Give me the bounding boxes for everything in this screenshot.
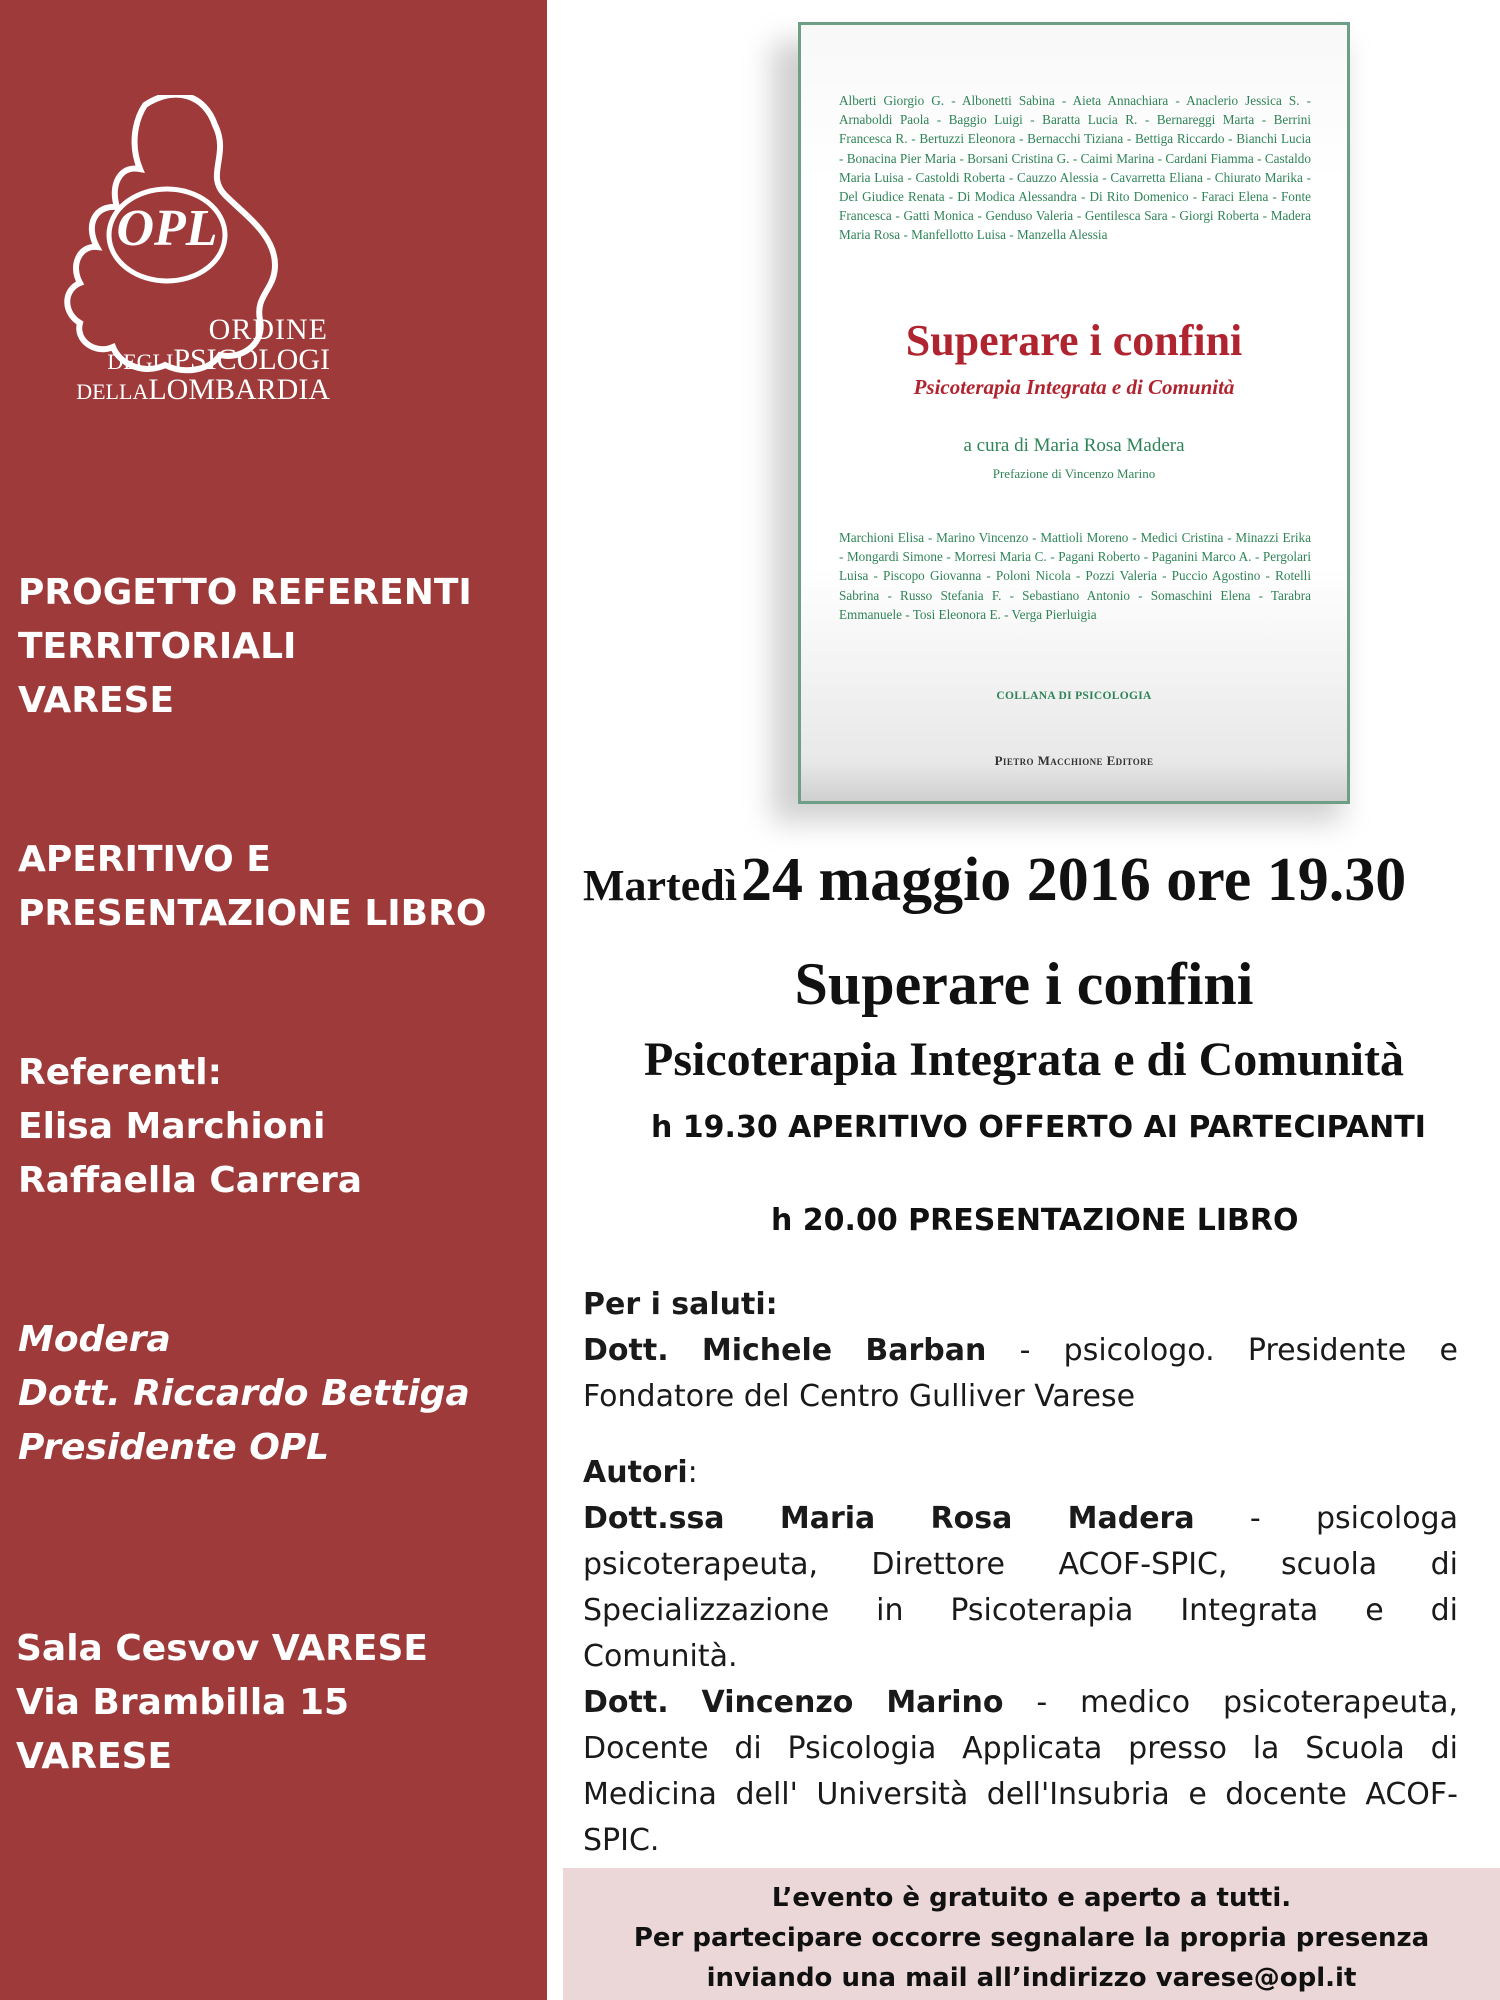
logo-monogram: OPL (116, 200, 218, 257)
schedule-aperitivo: h 19.30 APERITIVO OFFERTO AI PARTECIPANTI (651, 1110, 1426, 1145)
word: Docente (583, 1731, 709, 1766)
footer-line: inviando una mail all’indirizzo varese@opl.it (706, 1963, 1357, 1993)
word: Integrata (1180, 1593, 1319, 1628)
author-line: SPIC. (583, 1823, 660, 1858)
referent-name: Raffaella Carrera (18, 1160, 363, 1201)
book-subtitle: Psicoterapia Integrata e di Comunità (913, 375, 1235, 399)
event-type-line: PRESENTAZIONE LIBRO (18, 893, 487, 934)
event-type-line: APERITIVO E (18, 839, 271, 880)
book-cover (798, 22, 1350, 804)
word: Medicina (583, 1777, 717, 1812)
autori-heading-colon: : (687, 1455, 698, 1490)
word: di (734, 1731, 762, 1766)
word-bold: Vincenzo (701, 1685, 854, 1720)
schedule-presentazione: h 20.00 PRESENTAZIONE LIBRO (771, 1203, 1299, 1238)
project-block (18, 566, 472, 728)
word-bold: Michele (701, 1333, 833, 1368)
book-preface: Prefazione di Vincenzo Marino (992, 466, 1156, 481)
footer-notice (563, 1868, 1500, 2000)
event-type-block (18, 833, 486, 941)
word-bold: Dott. (583, 1685, 669, 1720)
book-authors-bottom: Marchioni Elisa - Marino Vincenzo - Mattioli Moreno - Medici Cristina - Minazzi Erika - Mongardi Simone - Morresi Maria C. - Pagani Roberto - Paganini Marco A. - Pergolari Luisa - Piscopo Giovanna - Poloni Nicola - Pozzi Valeria - Puccio Agostino - Rotelli Sabrina - Russo Stefania F. - Sebastiano Antonio - Somaschini Elena - Tarabra Emmanuele - Tosi Eleonora E. - Verga Pierluigia (839, 530, 1311, 622)
moderator-block (18, 1313, 470, 1475)
word: Direttore (871, 1547, 1006, 1582)
word-bold: Dott. (583, 1333, 669, 1368)
moderator-heading: Modera (18, 1319, 171, 1360)
venue-line: Via Brambilla 15 (16, 1682, 350, 1723)
word-bold: Barban (865, 1333, 987, 1368)
word: dell'Insubria (986, 1777, 1170, 1812)
word: - (1036, 1685, 1048, 1720)
word: docente (1225, 1777, 1347, 1812)
book-publisher: Pietro Macchione Editore (994, 753, 1154, 768)
word: di (1430, 1593, 1458, 1628)
word: psicologo. (1063, 1333, 1215, 1368)
word: Specializzazione (583, 1593, 830, 1628)
logo-line3-small: DELLA (76, 379, 149, 404)
referent-name: Elisa Marchioni (18, 1106, 326, 1147)
logo-text (70, 315, 330, 405)
word-bold: Dott.ssa (583, 1501, 725, 1536)
author-line (583, 1726, 1458, 1772)
sidebar (0, 0, 547, 2000)
word: di (1430, 1731, 1458, 1766)
word: la (1252, 1731, 1280, 1766)
event-day: Martedì (583, 861, 737, 910)
word-bold: Madera (1067, 1501, 1195, 1536)
venue-block (16, 1622, 428, 1784)
project-line: TERRITORIALI (18, 626, 297, 667)
logo-line3-big: LOMBARDIA (148, 373, 330, 406)
event-date (583, 845, 1493, 916)
word: medico (1080, 1685, 1191, 1720)
word: - (1249, 1501, 1261, 1536)
saluti-section (583, 1282, 1458, 1420)
word: di (1430, 1547, 1458, 1582)
word-bold: Rosa (930, 1501, 1013, 1536)
word: e (1439, 1333, 1458, 1368)
word: Applicata (962, 1731, 1103, 1766)
event-subtitle: Psicoterapia Integrata e di Comunità (644, 1033, 1404, 1086)
word: Presidente (1247, 1333, 1407, 1368)
word: Psicologia (787, 1731, 937, 1766)
project-line: PROGETTO REFERENTI (18, 572, 472, 613)
logo-line1: ORDINE (208, 313, 328, 346)
author-line (583, 1772, 1458, 1818)
book-title: Superare i confini (905, 316, 1243, 365)
book-authors-top: Alberti Giorgio G. - Albonetti Sabina - Aieta Annachiara - Anaclerio Jessica S. - Arnaboldi Paola - Baggio Luigi - Baratta Lucia R. - Bernareggi Marta - Berrini Francesca R. - Bertuzzi Eleonora - Bernacchi Tiziana - Bettiga Riccardo - Bianchi Lucia - Bonacina Pier Maria - Borsani Cristina G. - Caimi Marina - Cardani Fiamma - Castaldo Maria Luisa - Castoldi Roberta - Cauzzo Alessia - Cavarretta Eliana - Chiurato Marika - Del Giudice Renata - Di Modica Alessandra - Di Rito Domenico - Faraci Elena - Fonte Francesca - Gatti Monica - Genduso Valeria - Gentilesca Sara - Giorgi Roberta - Madera Maria Rosa - Manfellotto Luisa - Manzella Alessia (839, 93, 1311, 243)
logo-line2-small: DEGLI (107, 349, 174, 374)
word: e (1365, 1593, 1384, 1628)
autori-heading: Autori (583, 1455, 688, 1490)
word: presso (1128, 1731, 1227, 1766)
word: Psicoterapia (950, 1593, 1134, 1628)
venue-line: VARESE (16, 1736, 173, 1777)
author-line (583, 1588, 1458, 1634)
word: dell' (735, 1777, 798, 1812)
word: - (1019, 1333, 1031, 1368)
word: psicologa (1316, 1501, 1458, 1536)
project-line: VARESE (18, 680, 175, 721)
referents-block (18, 1046, 362, 1208)
autori-section (583, 1450, 1458, 1864)
referents-heading: Referentl: (18, 1052, 222, 1093)
author-line (583, 1496, 1458, 1542)
word-bold: Maria (779, 1501, 876, 1536)
saluti-line: Fondatore del Centro Gulliver Varese (583, 1379, 1136, 1414)
word: scuola (1280, 1547, 1378, 1582)
moderator-name: Dott. Riccardo Bettiga (18, 1373, 470, 1414)
word: ACOF-SPIC, (1058, 1547, 1228, 1582)
word: Università (816, 1777, 969, 1812)
author-line: Comunità. (583, 1639, 738, 1674)
word: e (1188, 1777, 1207, 1812)
book-curator: a cura di Maria Rosa Madera (963, 435, 1185, 456)
word-bold: Marino (886, 1685, 1004, 1720)
word: Scuola (1305, 1731, 1405, 1766)
author-line (583, 1680, 1458, 1726)
word: psicoterapeuta, (583, 1547, 818, 1582)
word: in (876, 1593, 904, 1628)
footer-line: Per partecipare occorre segnalare la propria presenza (633, 1923, 1430, 1953)
event-title: Superare i confini (794, 951, 1254, 1017)
venue-line: Sala Cesvov VARESE (16, 1628, 428, 1669)
event-datetime: 24 maggio 2016 ore 19.30 (740, 846, 1407, 914)
word: psicoterapeuta, (1223, 1685, 1458, 1720)
saluti-heading: Per i saluti: (583, 1287, 778, 1322)
book-series: COLLANA DI PSICOLOGIA (996, 690, 1152, 702)
logo-line2-big: PSICOLOGI (173, 343, 330, 376)
footer-line: L’evento è gratuito e aperto a tutti. (771, 1883, 1292, 1913)
word: ACOF- (1365, 1777, 1458, 1812)
author-line (583, 1542, 1458, 1588)
saluti-line (583, 1328, 1458, 1374)
moderator-role: Presidente OPL (18, 1427, 330, 1468)
